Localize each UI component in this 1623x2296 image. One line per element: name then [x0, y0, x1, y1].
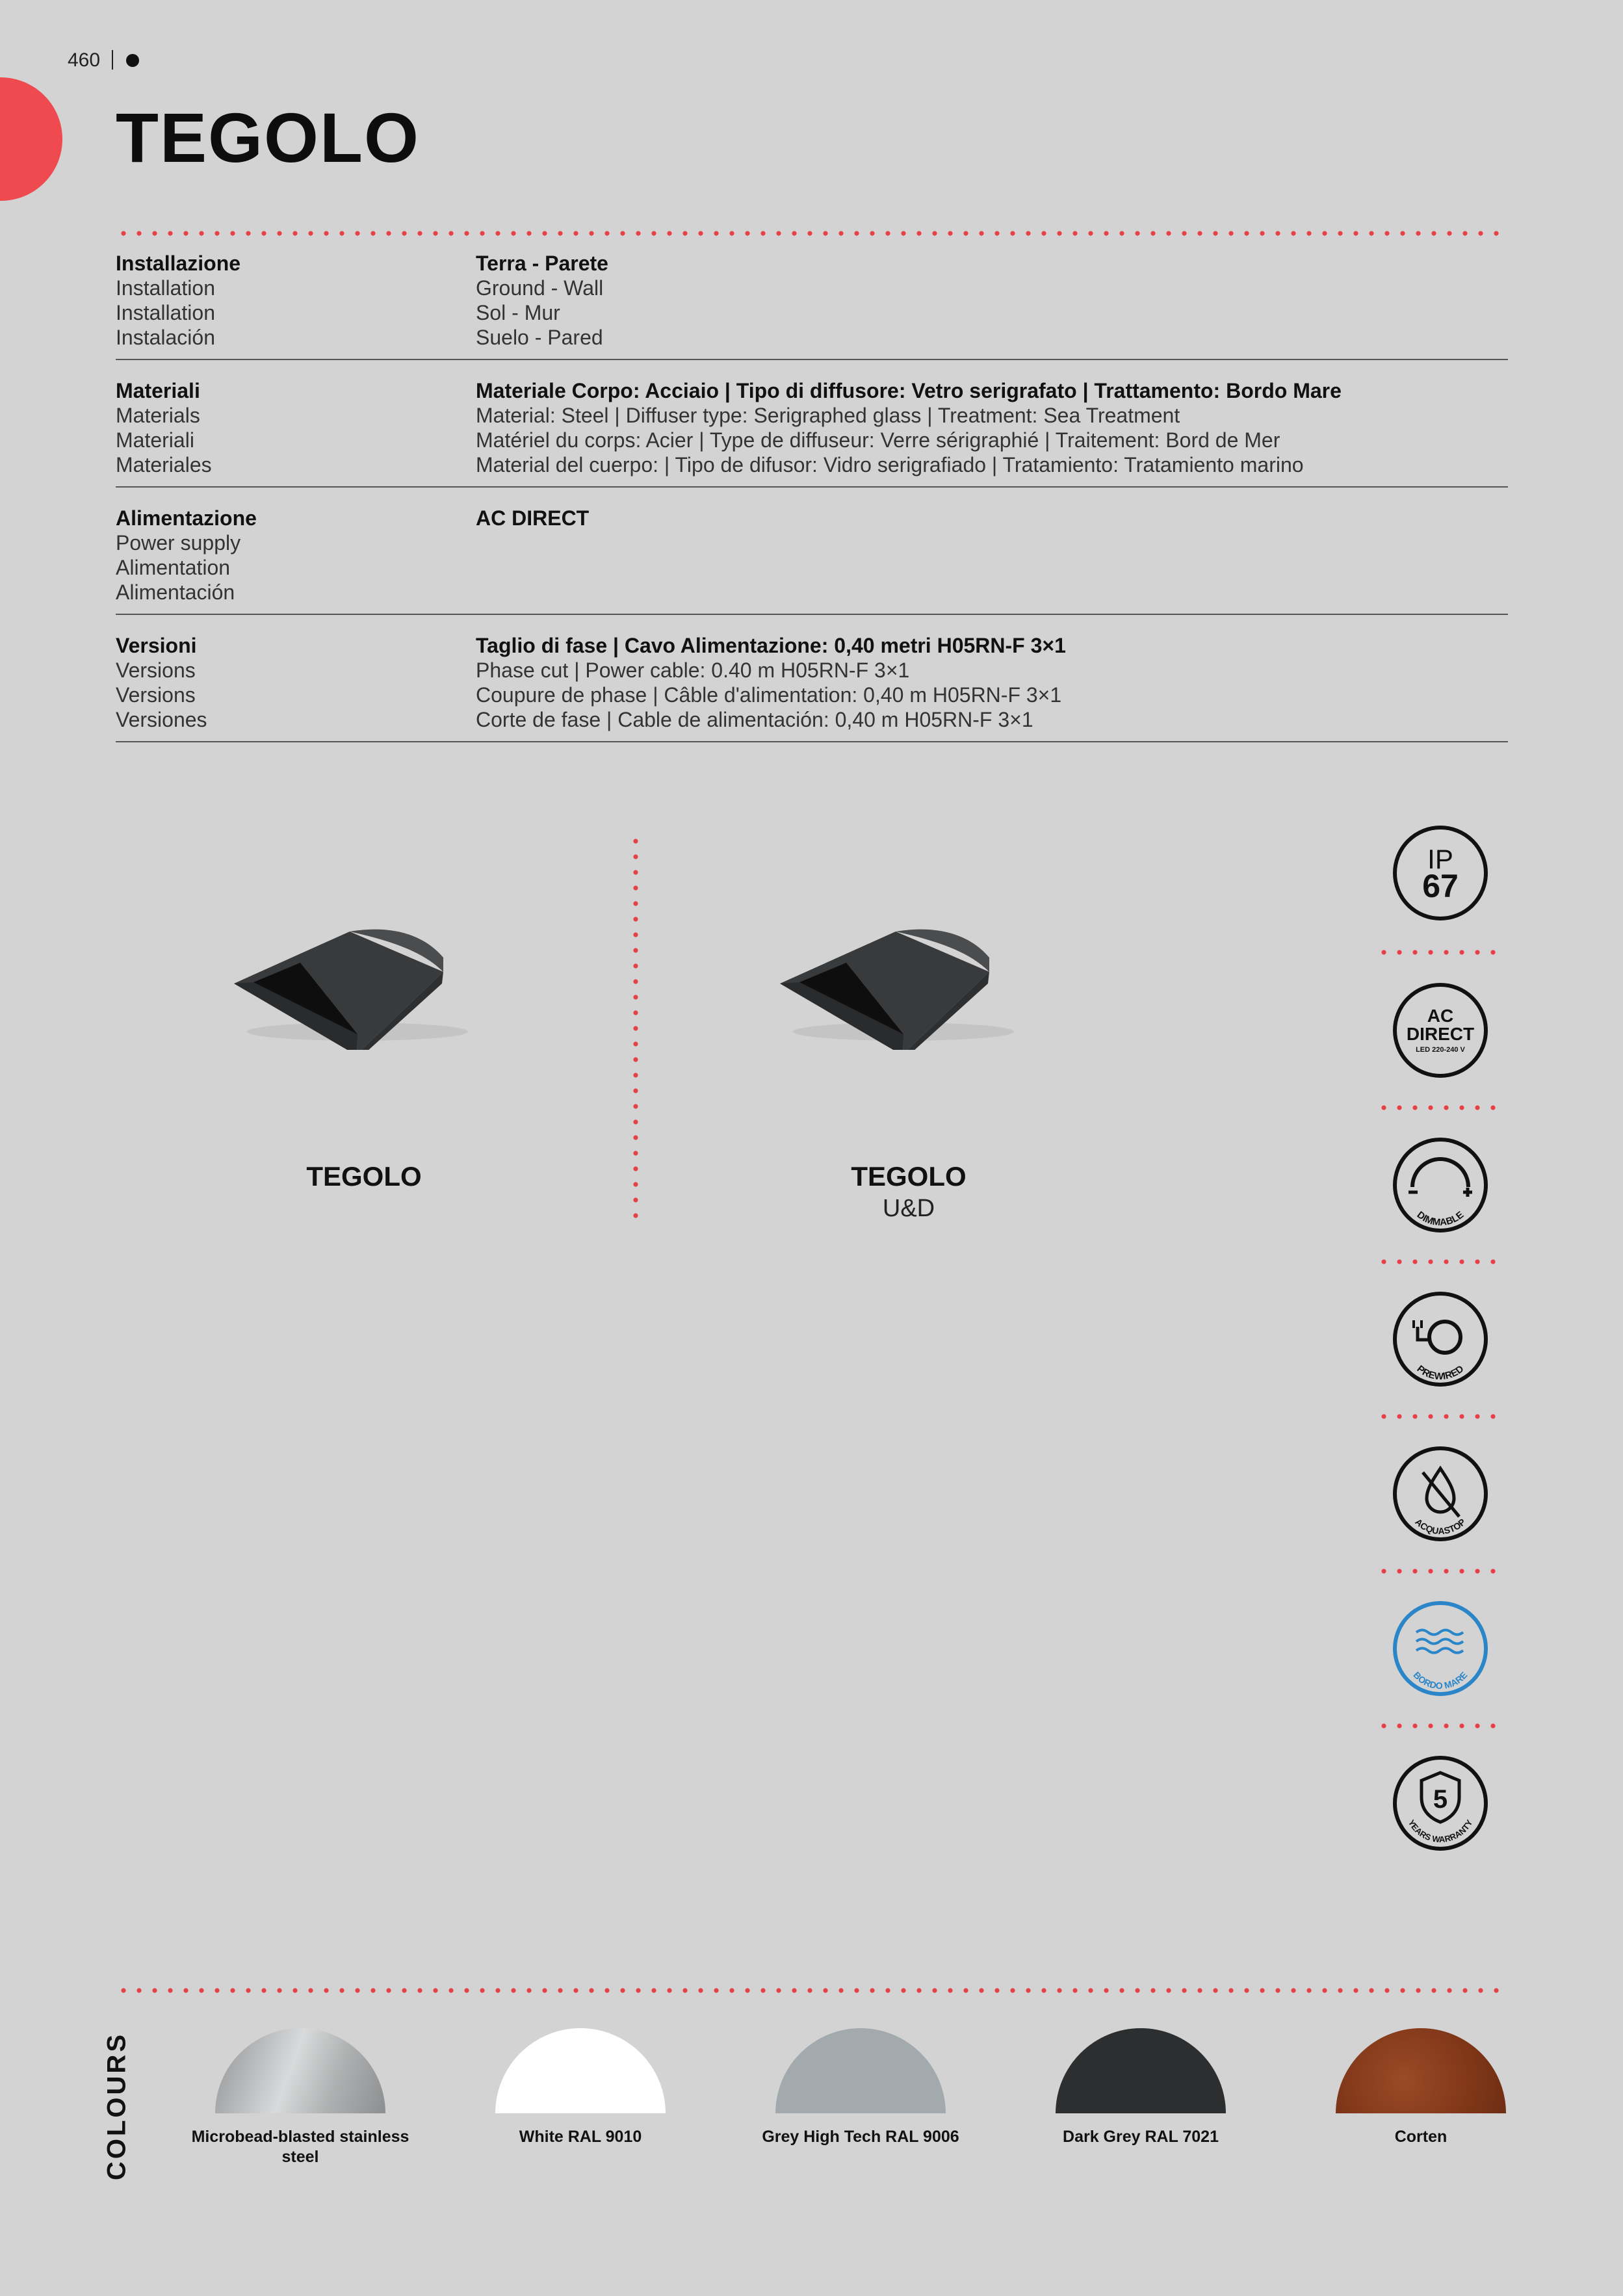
spec-values	[476, 633, 1508, 732]
spec-row-power-supply	[116, 502, 1508, 615]
dimmable-icon	[1392, 1136, 1489, 1234]
spec-value: Taglio di fase | Cavo Alimentazione: 0,40 metri H05RN-F 3×1	[476, 634, 1066, 657]
spec-value: Suelo - Pared	[476, 326, 603, 349]
dotted-divider	[1376, 1259, 1506, 1264]
spec-value: Coupure de phase | Câble d'alimentation: 0,40 m H05RN-F 3×1	[476, 683, 1062, 707]
spec-label: Alimentación	[116, 581, 235, 604]
svg-text:AC: AC	[1427, 1006, 1454, 1026]
spec-value: Matériel du corps: Acier | Type de diffuseur: Verre sérigraphié | Traitement: Bord de Mer	[476, 428, 1280, 452]
colour-swatch-corten	[1336, 2028, 1506, 2113]
page-number	[68, 49, 139, 72]
colour-swatch-stainless	[215, 2028, 385, 2113]
red-circle-accent	[0, 77, 62, 201]
product-name: TEGOLO	[306, 1161, 422, 1192]
spec-label: Alimentation	[116, 556, 231, 579]
spec-labels	[116, 378, 476, 477]
spec-row-installation	[116, 247, 1508, 360]
spec-label: Materials	[116, 404, 200, 427]
spec-label: Materiales	[116, 453, 212, 476]
spec-values	[476, 378, 1508, 477]
spec-values	[476, 251, 1508, 350]
spec-value: Terra - Parete	[476, 252, 608, 275]
spec-label: Materiali	[116, 379, 200, 402]
colour-name: Dark Grey RAL 7021	[1063, 2128, 1219, 2146]
svg-text:ACQUASTOP: ACQUASTOP	[1413, 1516, 1468, 1537]
svg-text:DIRECT: DIRECT	[1406, 1024, 1475, 1044]
product-image-tegolo-ud	[773, 907, 1033, 1050]
spec-value: Corte de fase | Cable de alimentación: 0,40 m H05RN-F 3×1	[476, 708, 1033, 731]
product-image-tegolo	[227, 907, 487, 1050]
ac-direct-icon	[1392, 982, 1489, 1079]
spec-value: Materiale Corpo: Acciaio | Tipo di diffusore: Vetro serigrafato | Trattamento: Bordo Mare	[476, 379, 1342, 402]
spec-values	[476, 506, 1508, 605]
colours-label: COLOURS	[102, 2032, 131, 2180]
bordo-mare-icon	[1392, 1600, 1489, 1697]
svg-text:5: 5	[1433, 1785, 1448, 1814]
page-title: TEGOLO	[116, 98, 420, 177]
spec-value: AC DIRECT	[476, 506, 590, 530]
svg-text:BORDO MARE: BORDO MARE	[1411, 1669, 1470, 1691]
spec-label: Versions	[116, 659, 196, 682]
colour-name: White RAL 9010	[519, 2128, 642, 2146]
spec-value: Material del cuerpo: | Tipo de difusor: Vidro serigrafiado | Tratamiento: Tratamiento marino	[476, 453, 1304, 476]
specs-table	[116, 247, 1508, 757]
spec-value: Phase cut | Power cable: 0.40 m H05RN-F 3×1	[476, 659, 910, 682]
dotted-divider	[1376, 1414, 1506, 1419]
ip67-icon	[1392, 824, 1489, 922]
dotted-divider	[1376, 950, 1506, 955]
svg-text:IP: IP	[1427, 844, 1453, 874]
spec-label: Installation	[116, 301, 215, 324]
svg-text:LED 220-240 V: LED 220-240 V	[1416, 1046, 1465, 1054]
page-number-text: 460	[68, 49, 101, 71]
colour-name: Grey High Tech RAL 9006	[762, 2128, 959, 2146]
warranty-icon	[1392, 1755, 1489, 1852]
tegolo-ud-lamp-illustration	[773, 907, 1033, 1050]
bullet-dot-icon	[126, 54, 139, 67]
spec-value: Sol - Mur	[476, 301, 560, 324]
spec-labels	[116, 633, 476, 732]
spec-label: Materiali	[116, 428, 194, 452]
spec-row-versions	[116, 629, 1508, 742]
spec-label: Power supply	[116, 531, 241, 554]
spec-label: Versions	[116, 683, 196, 707]
spec-row-materials	[116, 374, 1508, 488]
dotted-divider	[1376, 1569, 1506, 1574]
svg-text:PREWIRED: PREWIRED	[1414, 1363, 1466, 1383]
spec-label: Alimentazione	[116, 506, 257, 530]
dotted-divider	[1376, 1105, 1506, 1110]
svg-text:DIMMABLE: DIMMABLE	[1414, 1209, 1466, 1229]
colour-name: Corten	[1394, 2128, 1448, 2146]
dotted-divider	[1376, 1723, 1506, 1729]
colour-name: Microbead-blasted stainless steel	[191, 2128, 409, 2166]
svg-text:67: 67	[1422, 868, 1459, 904]
spec-labels	[116, 506, 476, 605]
acquastop-icon	[1392, 1445, 1489, 1543]
spec-labels	[116, 251, 476, 350]
colours-heading	[97, 2032, 136, 2180]
prewired-icon	[1392, 1290, 1489, 1388]
product-variant: U&D	[882, 1195, 935, 1222]
dotted-divider-vertical	[633, 833, 638, 1221]
spec-value: Material: Steel | Diffuser type: Serigraphed glass | Treatment: Sea Treatment	[476, 404, 1180, 427]
separator	[112, 50, 113, 70]
dotted-divider-top	[116, 231, 1508, 236]
spec-value: Ground - Wall	[476, 276, 604, 300]
colour-swatch-dark-grey	[1056, 2028, 1226, 2113]
svg-text:YEARS WARRANTY: YEARS WARRANTY	[1406, 1818, 1475, 1845]
spec-label: Installazione	[116, 252, 241, 275]
dotted-divider-colours	[116, 1988, 1508, 1993]
product-name: TEGOLO	[851, 1161, 967, 1192]
spec-label: Installation	[116, 276, 215, 300]
spec-label: Versiones	[116, 708, 207, 731]
colour-swatch-grey-high-tech	[775, 2028, 946, 2113]
colour-swatch-white	[495, 2028, 666, 2113]
spec-label: Versioni	[116, 634, 197, 657]
spec-label: Instalación	[116, 326, 215, 349]
tegolo-lamp-illustration	[227, 907, 487, 1050]
